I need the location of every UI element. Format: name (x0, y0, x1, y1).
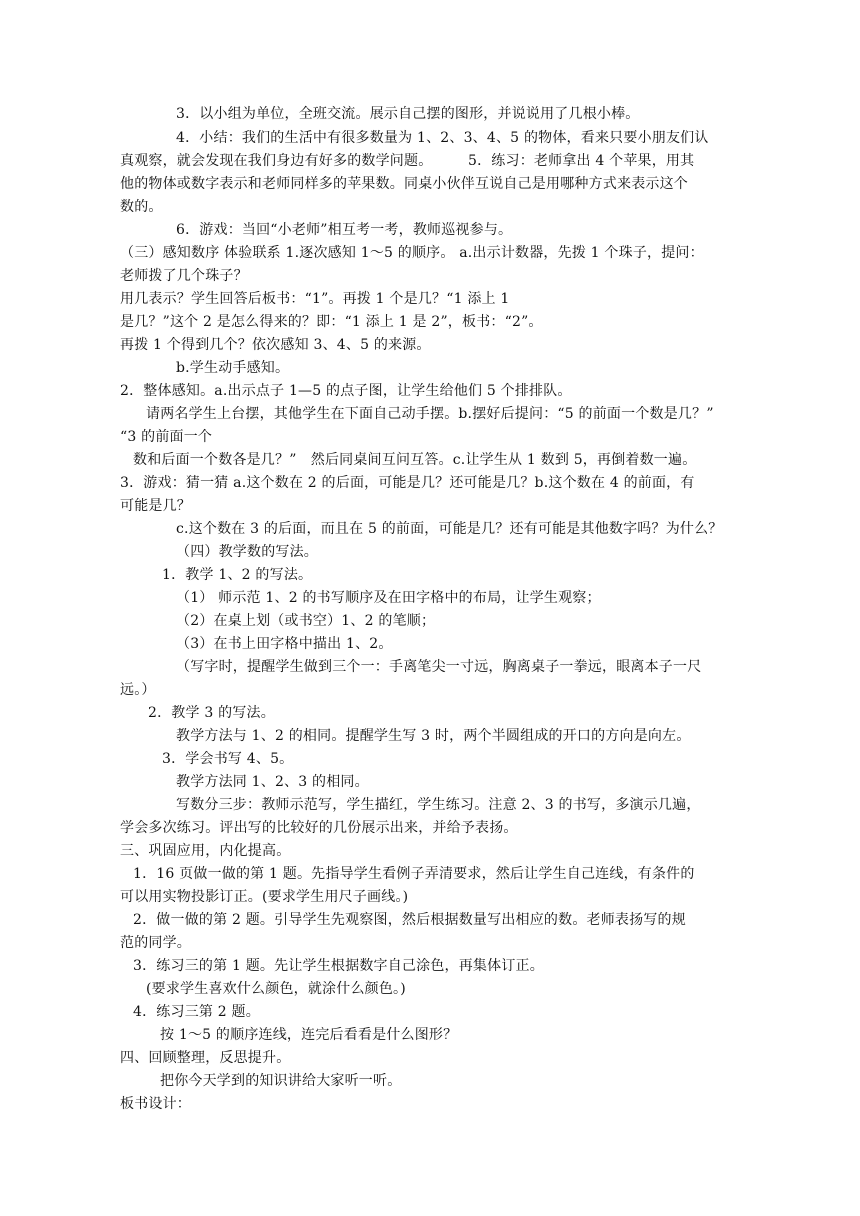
paragraph-line: 教学方法与 1、2 的相同。提醒学生写 3 时，两个半圆组成的开口的方向是向左。 (176, 728, 691, 744)
paragraph-line: 3．学会书写 4、5。 (162, 751, 294, 767)
paragraph-line: 2．教学 3 的写法。 (148, 705, 275, 721)
section-heading: 四、回顾整理，反思提升。 (120, 1050, 291, 1066)
section-heading: （四）教学数的写法。 (176, 544, 318, 560)
paragraph-line: （1） 师示范 1、2 的书写顺序及在田字格中的布局，让学生观察； (176, 590, 601, 606)
paragraph-line: 学会多次练习。评出写的比较好的几份展示出来，并给予表扬。 (120, 820, 518, 836)
paragraph-line: (要求学生喜欢什么颜色，就涂什么颜色。) (146, 981, 406, 997)
paragraph-line: 数的。 (120, 199, 163, 215)
paragraph-line: 再拨 1 个得到几个？依次感知 3、4、5 的来源。 (120, 337, 431, 353)
paragraph-line: 真观察，就会发现在我们身边有好多的数学问题。 5．练习：老师拿出 4 个苹果，用其 (120, 153, 695, 169)
paragraph-line: 3．以小组为单位，全班交流。展示自己摆的图形，并说说用了几根小棒。 (176, 106, 640, 122)
paragraph-line: 请两名学生上台摆，其他学生在下面自己动手摆。b.摆好后提问：“5 的前面一个数是几？” (146, 406, 714, 422)
paragraph-line: 3．练习三的第 1 题。先让学生根据数字自己涂色，再集体订正。 (133, 958, 544, 974)
paragraph-line: 1．教学 1、2 的写法。 (162, 567, 313, 583)
paragraph-line: 6．游戏：当回“小老师”相互考一考，教师巡视参与。 (176, 222, 513, 238)
section-heading: 三、巩固应用，内化提高。 (120, 843, 291, 859)
paragraph-line: “3 的前面一个 (120, 429, 213, 445)
paragraph-line: b.学生动手感知。 (176, 360, 290, 376)
section-heading: （三）感知数序 体验联系 1.逐次感知 1～5 的顺序。 a.出示计数器，先拨 1 个珠子，提问： (120, 245, 704, 261)
paragraph-line: 他的物体或数字表示和老师同样多的苹果数。同桌小伙伴互说自己是用哪种方式来表示这个 (120, 176, 688, 192)
paragraph-line: （3）在书上田字格中描出 1、2。 (176, 636, 393, 652)
paragraph-line: 范的同学。 (120, 935, 191, 951)
paragraph-line: 4．练习三第 2 题。 (133, 1004, 260, 1020)
paragraph-line: 1．16 页做一做的第 1 题。先指导学生看例子弄清要求，然后让学生自己连线，有条件的 (133, 866, 695, 882)
paragraph-line: 远。） (120, 682, 156, 698)
paragraph-line: （2）在桌上划（或书空）1、2 的笔顺； (176, 613, 436, 629)
paragraph-line: 2．做一做的第 2 题。引导学生先观察图，然后根据数量写出相应的数。老师表扬写的规 (133, 912, 686, 928)
paragraph-line: 可能是几？ (120, 498, 191, 514)
paragraph-line: 按 1～5 的顺序连线，连完后看看是什么图形？ (160, 1027, 458, 1043)
paragraph-line: 3．游戏：猜一猜 a.这个数在 2 的后面，可能是几？还可能是几？b.这个数在 4 的前面，有 (120, 475, 695, 491)
paragraph-line: 2．整体感知。a.出示点子 1—5 的点子图，让学生给他们 5 个排排队。 (120, 383, 572, 399)
paragraph-line: 4．小结：我们的生活中有很多数量为 1、2、3、4、5 的物体，看来只要小朋友们认 (176, 130, 709, 146)
section-heading: 板书设计： (120, 1096, 191, 1112)
paragraph-line: 教学方法同 1、2、3 的相同。 (176, 774, 369, 790)
paragraph-line: 用几表示？学生回答后板书：“1”。再拨 1 个是几？“1 添上 1 (120, 291, 510, 307)
paragraph-line: 写数分三步：教师示范写，学生描红，学生练习。注意 2、3 的书写，多演示几遍， (176, 797, 701, 813)
paragraph-line: （写字时，提醒学生做到三个一：手离笔尖一寸远，胸离桌子一拳远，眼离本子一尺 (176, 659, 702, 675)
paragraph-line: 老师拨了几个珠子？ (120, 268, 248, 284)
paragraph-line: 可以用实物投影订正。(要求学生用尺子画线。) (120, 889, 409, 905)
paragraph-line: 是几？”这个 2 是怎么得来的？即：“1 添上 1 是 2”，板书：“2”。 (120, 314, 543, 330)
paragraph-line: 把你今天学到的知识讲给大家听一听。 (160, 1073, 402, 1089)
paragraph-line: c.这个数在 3 的后面，而且在 5 的前面，可能是几？还有可能是其他数字吗？为什么？ (176, 521, 723, 537)
paragraph-line: 数和后面一个数各是几？” 然后同桌间互问互答。c.让学生从 1 数到 5，再倒着数一遍。 (133, 452, 697, 468)
